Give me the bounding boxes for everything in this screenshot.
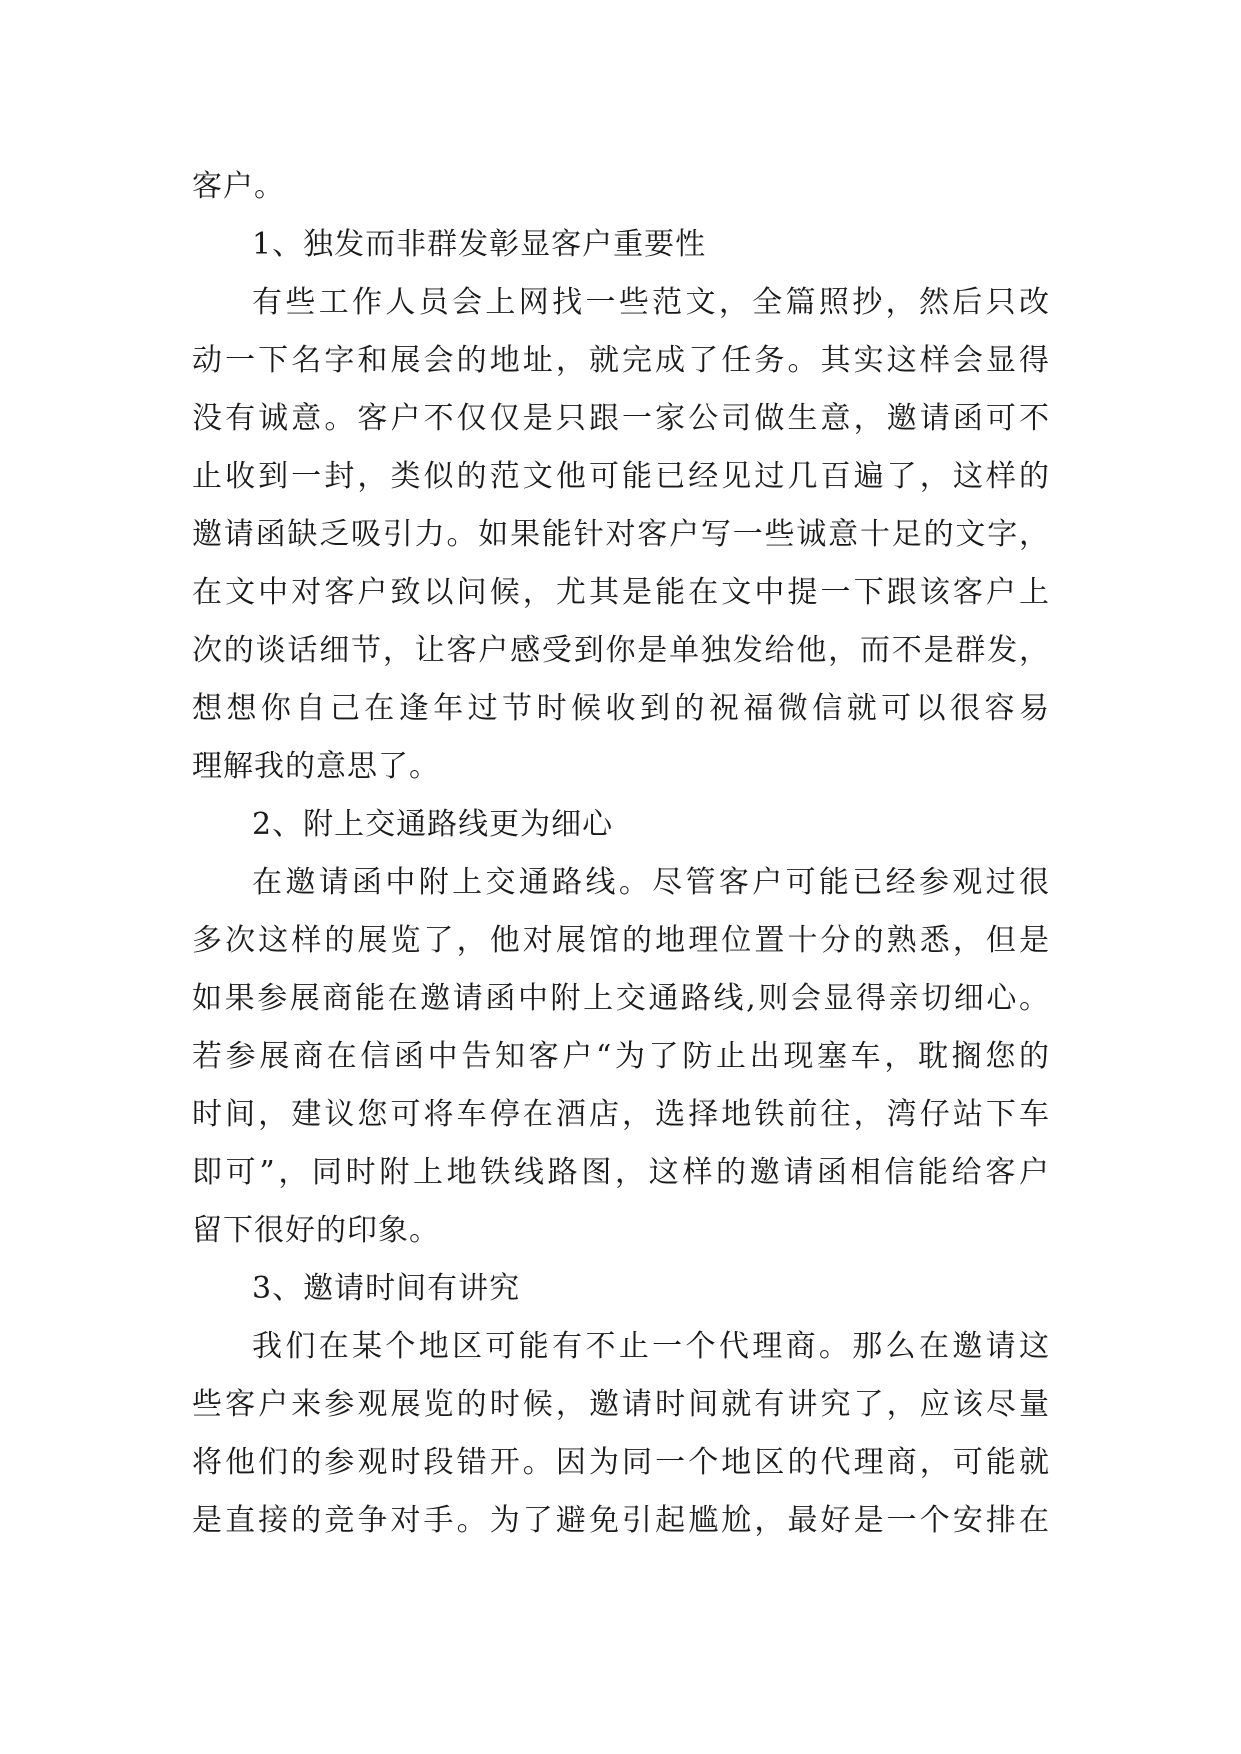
text-line: 留下很好的印象。 bbox=[192, 1213, 440, 1248]
text-line: 在邀请函中附上交通路线。尽管客户可能已经参观过很 bbox=[252, 865, 1050, 900]
text-line: 次的谈话细节，让客户感受到你是单独发给他，而不是群发， bbox=[192, 633, 1050, 668]
text-line: 即可”，同时附上地铁线路图，这样的邀请函相信能给客户 bbox=[192, 1155, 1050, 1190]
text-line: 3、邀请时间有讲究 bbox=[252, 1271, 521, 1306]
text-line: 将他们的参观时段错开。因为同一个地区的代理商，可能就 bbox=[192, 1445, 1050, 1480]
text-line: 客户。 bbox=[192, 169, 285, 204]
text-line: 没有诚意。客户不仅仅是只跟一家公司做生意，邀请函可不 bbox=[192, 401, 1050, 436]
text-line: 如果参展商能在邀请函中附上交通路线,则会显得亲切细心。 bbox=[192, 981, 1050, 1016]
text-line: 在文中对客户致以问候，尤其是能在文中提一下跟该客户上 bbox=[192, 575, 1050, 610]
text-line: 多次这样的展览了，他对展馆的地理位置十分的熟悉，但是 bbox=[192, 923, 1050, 958]
text-line: 若参展商在信函中告知客户“为了防止出现塞车，耽搁您的 bbox=[192, 1039, 1050, 1074]
text-line: 是直接的竞争对手。为了避免引起尴尬，最好是一个安排在 bbox=[192, 1503, 1050, 1538]
text-line: 1、独发而非群发彰显客户重要性 bbox=[252, 227, 707, 262]
text-line: 止收到一封，类似的范文他可能已经见过几百遍了，这样的 bbox=[192, 459, 1050, 494]
text-line: 有些工作人员会上网找一些范文，全篇照抄，然后只改 bbox=[252, 285, 1050, 320]
text-line: 想想你自己在逢年过节时候收到的祝福微信就可以很容易 bbox=[192, 691, 1050, 726]
text-line: 2、附上交通路线更为细心 bbox=[252, 807, 614, 842]
text-line: 动一下名字和展会的地址，就完成了任务。其实这样会显得 bbox=[192, 343, 1050, 378]
text-line: 我们在某个地区可能有不止一个代理商。那么在邀请这 bbox=[252, 1329, 1050, 1364]
text-line: 些客户来参观展览的时候，邀请时间就有讲究了，应该尽量 bbox=[192, 1387, 1050, 1422]
text-line: 理解我的意思了。 bbox=[192, 749, 440, 784]
document-page bbox=[192, 158, 1050, 1550]
text-line: 时间，建议您可将车停在酒店，选择地铁前往，湾仔站下车 bbox=[192, 1097, 1050, 1132]
text-line: 邀请函缺乏吸引力。如果能针对客户写一些诚意十足的文字， bbox=[192, 517, 1050, 552]
